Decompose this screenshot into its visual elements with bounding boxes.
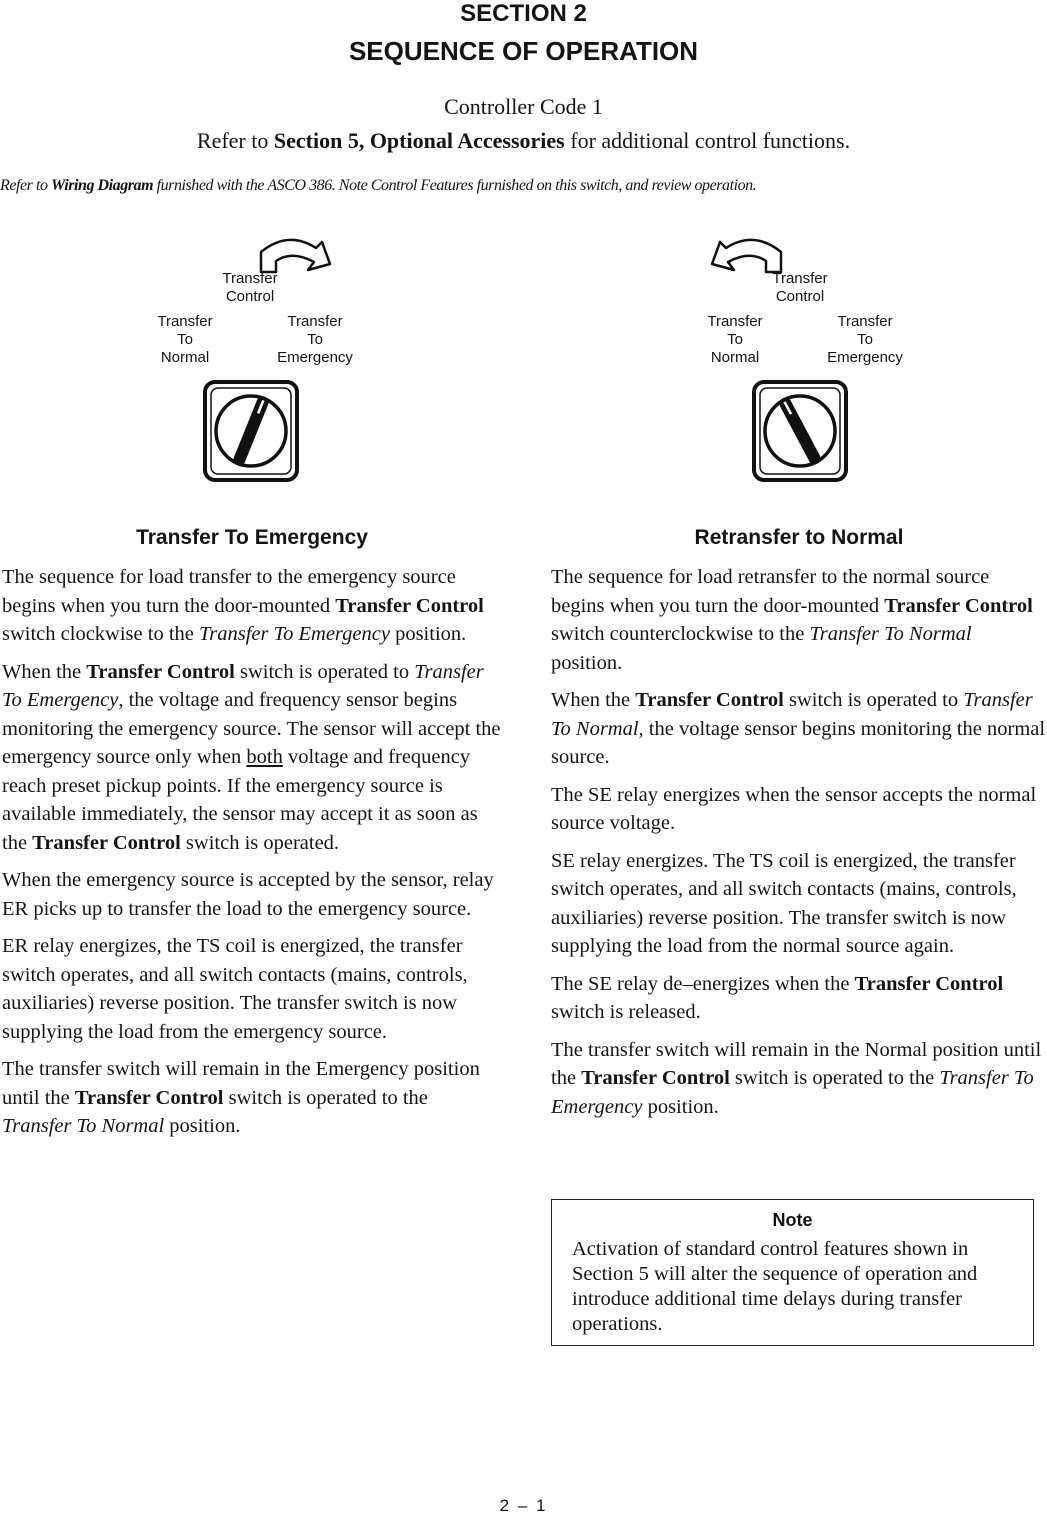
label-line: Transfer	[222, 270, 278, 287]
text: , the voltage and frequency sensor begins monitoring the emergency source. The sensor will accept the emergency source only when	[2, 689, 501, 768]
text: Transfer To Normal	[809, 623, 972, 645]
text: Transfer Control	[86, 660, 235, 683]
refer-suffix: for additional control functions.	[564, 128, 851, 153]
text: Transfer To Normal	[551, 689, 1033, 740]
text: switch is operated to the	[729, 1067, 940, 1089]
wiring-prefix: Refer to	[0, 177, 52, 194]
label-line: Emergency	[827, 349, 903, 366]
text: When the	[551, 689, 636, 711]
text: switch is operated.	[180, 831, 340, 854]
paragraph	[551, 686, 1047, 772]
wiring-suffix: furnished with the ASCO 386. Note Control Features furnished on this switch, and review operation.	[153, 177, 757, 194]
paragraph: SE relay energizes. The TS coil is energized, the transfer switch operates, and all switch contacts (mains, controls, auxiliaries) reverse position. The transfer switch is now supplying the load from the normal source again.	[551, 849, 1017, 957]
label-line: To	[857, 331, 873, 348]
label-line: Normal	[160, 349, 210, 366]
text: Transfer To Normal	[2, 1115, 165, 1137]
label-line: Transfer	[287, 313, 343, 330]
label-line: Transfer	[157, 313, 213, 330]
paragraph	[2, 1055, 502, 1141]
text: The transfer switch will remain in the Emergency position until the	[2, 1058, 480, 1109]
paragraph	[551, 970, 1047, 1027]
text: The sequence for load transfer to the emergency source begins when you turn the door-mounted	[2, 566, 456, 617]
text: Transfer Control	[32, 831, 181, 854]
paragraph: ER relay energizes, the TS coil is energized, the transfer switch operates, and all switch contacts (mains, controls, auxiliaries) reverse position. The transfer switch is now supplying the load from the emergency source.	[2, 935, 468, 1043]
text: Transfer Control	[635, 689, 784, 711]
wiring-diagram-ref: Wiring Diagram	[51, 177, 154, 194]
section-title: SEQUENCE OF OPERATION	[348, 36, 699, 66]
text: switch is operated to the	[223, 1086, 428, 1109]
page-number: 2 – 1	[499, 1496, 548, 1515]
refer-section-link: Section 5, Optional Accessories	[273, 128, 565, 153]
text: Transfer To Emergency	[2, 660, 484, 711]
transfer-to-emergency-label	[265, 313, 365, 367]
label-line: Transfer	[772, 270, 828, 287]
text: The sequence for load retransfer to the normal source begins when you turn the door-mounted	[551, 566, 990, 617]
transfer-to-emergency-label	[815, 313, 915, 367]
text: position.	[551, 651, 623, 674]
text: When the	[2, 660, 87, 683]
text: switch is operated to	[783, 689, 964, 711]
paragraph	[551, 1036, 1047, 1122]
text: both	[246, 746, 283, 768]
label-line: To	[177, 331, 193, 348]
paragraph	[2, 563, 502, 649]
right-column	[551, 525, 1047, 1130]
text: Transfer Control	[854, 972, 1004, 995]
text: Transfer Control	[74, 1086, 224, 1109]
text: Transfer To Emergency	[198, 623, 390, 645]
paragraph: The SE relay energizes when the sensor accepts the normal source voltage.	[551, 783, 1037, 834]
text: , the voltage sensor begins monitoring the normal source.	[551, 717, 1046, 768]
label-line: Control	[775, 288, 825, 305]
label-line: To	[727, 331, 743, 348]
label-line: Transfer	[707, 313, 763, 330]
transfer-control-label	[205, 270, 295, 306]
label-line: Emergency	[277, 349, 353, 366]
transfer-to-emergency-heading: Transfer To Emergency	[136, 526, 368, 549]
transfer-to-normal-label	[140, 313, 230, 367]
text: voltage and frequency reach preset pickup points. If the emergency source is available immediately, the sensor may accept it as soon as the	[2, 746, 478, 854]
left-column	[2, 525, 502, 1150]
label-line: Control	[225, 288, 275, 305]
transfer-to-normal-label	[690, 313, 780, 367]
controller-code: Controller Code 1	[444, 94, 603, 119]
label-line: Normal	[710, 349, 760, 366]
paragraph	[2, 658, 502, 858]
text: Transfer Control	[884, 594, 1033, 617]
selector-switch-icon	[752, 380, 848, 482]
text: position.	[389, 623, 467, 645]
paragraph: When the emergency source is accepted by the sensor, relay ER picks up to transfer the load to the emergency source.	[2, 869, 494, 920]
text: Transfer Control	[335, 594, 484, 617]
paragraph	[551, 563, 1047, 677]
text: switch is operated to	[234, 660, 415, 683]
note-box	[551, 1199, 1034, 1346]
refer-prefix: Refer to	[196, 128, 274, 153]
transfer-control-label	[755, 270, 845, 306]
text: Transfer To Emergency	[551, 1067, 1034, 1118]
refer-line	[0, 127, 1047, 155]
text: position.	[642, 1095, 719, 1118]
note-body: Activation of standard control features shown in Section 5 will alter the sequence of operation and introduce additional time delays during transfer operations.	[572, 1238, 978, 1335]
text: Transfer Control	[581, 1067, 730, 1089]
section-number: SECTION 2	[460, 0, 587, 27]
text: The transfer switch will remain in the Normal position until the	[551, 1038, 1042, 1089]
text: switch clockwise to the	[2, 623, 199, 645]
wiring-diagram-note	[0, 175, 1047, 197]
text: switch counterclockwise to the	[551, 623, 810, 645]
text: switch is released.	[551, 1001, 701, 1023]
note-title: Note	[772, 1210, 813, 1230]
retransfer-to-normal-heading: Retransfer to Normal	[694, 526, 904, 549]
text: position.	[164, 1115, 241, 1137]
label-line: Transfer	[837, 313, 893, 330]
label-line: To	[307, 331, 323, 348]
selector-switch-icon	[203, 380, 299, 482]
text: The SE relay de–energizes when the	[551, 972, 855, 995]
